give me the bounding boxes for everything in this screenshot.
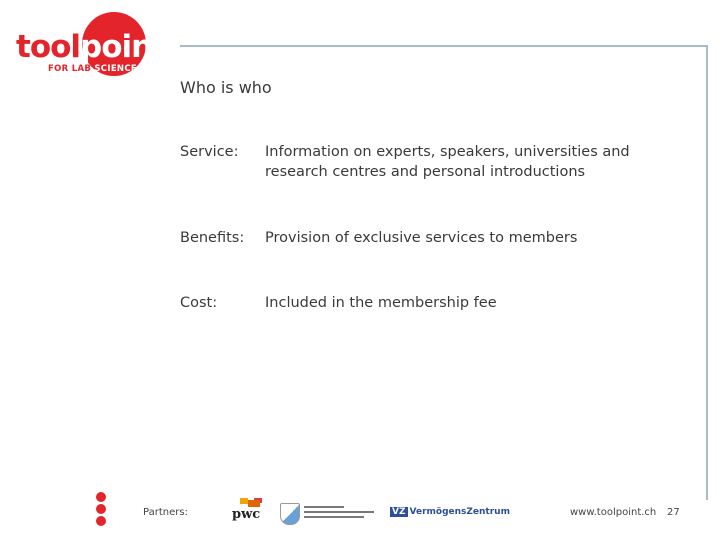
dot xyxy=(96,504,106,514)
row-label: Service: xyxy=(180,144,239,160)
row-value: Provision of exclusive services to members xyxy=(265,230,578,246)
logo-wordmark: toolpoint xyxy=(16,29,167,65)
dot xyxy=(96,516,106,526)
crest-icon xyxy=(280,503,300,525)
partners-label: Partners: xyxy=(143,507,188,518)
slide-title: Who is who xyxy=(180,78,272,97)
page-number: 27 xyxy=(667,507,680,518)
row-label: Cost: xyxy=(180,295,218,311)
row-value: Included in the membership fee xyxy=(265,295,497,311)
decorative-dots xyxy=(96,492,110,528)
toolpoint-logo xyxy=(16,10,167,84)
footer-url: www.toolpoint.ch xyxy=(570,507,657,518)
logo-tagline: FOR LAB SCIENCE xyxy=(48,64,137,74)
dot xyxy=(96,492,106,502)
vermoegenszentrum-logo: VZ VermögensZentrum xyxy=(392,507,510,517)
row-value: Information on experts, speakers, universities and research centres and personal introductions xyxy=(265,144,630,180)
pwc-logo: pwc xyxy=(230,498,266,524)
frame-right-line xyxy=(706,45,708,500)
frame-top-line xyxy=(180,45,708,47)
kanton-zuerich-logo xyxy=(280,503,375,523)
row-label: Benefits: xyxy=(180,230,245,246)
